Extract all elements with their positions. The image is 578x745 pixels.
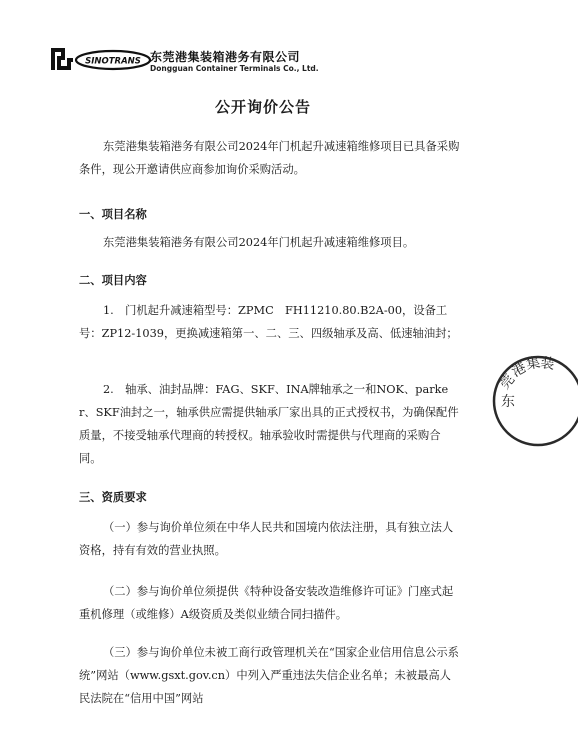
letterhead [50,44,350,76]
company-seal-stamp [488,346,578,456]
section-3-item-3: （三）参与询价单位未被工商行政管理机关在“国家企业信用信息公示系统”网站（www.gsxt.gov.cn）中列入严重违法失信企业名单；未被最高人民法院在“信用中国”网站 [79,646,459,705]
section-3-item-2: （二）参与询价单位须提供《特种设备安装改造维修许可证》门座式起重机修理（或维修）A级资质及类似业绩合同扫描件。 [79,585,454,621]
svg-text:集: 集 [524,354,542,373]
logo-text: SINOTRANS [85,56,141,67]
section-1-body: 东莞港集装箱港务有限公司2024年门机起升减速箱维修项目。 [103,236,415,249]
section-2-item-2: 2. 轴承、油封品牌：FAG、SKF、INA牌轴承之一和NOK、parker、SKF油封之一，轴承供应需提供轴承厂家出具的正式授权书，为确保配件质量，不接受轴承代理商的转授权。轴承验收时需提供与代理商的采购合同。 [79,383,459,465]
svg-text:东: 东 [501,394,515,410]
section-2-item-1: 1. 门机起升减速箱型号：ZPMC FH11210.80.B2A-00，设备工号：ZP12-1039，更换减速箱第一、二、三、四级轴承及高、低速轴油封； [79,304,458,340]
svg-text:装: 装 [539,355,556,373]
section-heading-2: 二、项目内容 [79,274,147,287]
svg-text:莞: 莞 [496,371,519,393]
section-heading-3: 三、资质要求 [79,491,147,504]
page-title: 公开询价公告 [214,98,311,116]
company-name-cn: 东莞港集装箱港务有限公司 [150,50,301,64]
svg-text:港: 港 [509,359,530,381]
section-heading-1: 一、项目名称 [79,208,147,221]
company-name-en: Dongguan Container Terminals Co., Ltd. [150,64,319,73]
company-logo [50,44,150,74]
section-3-item-1: （一）参与询价单位须在中华人民共和国境内依法注册，具有独立法人资格，持有有效的营业执照。 [79,521,454,557]
intro-paragraph: 东莞港集装箱港务有限公司2024年门机起升减速箱维修项目已具备采购条件，现公开邀请供应商参加询价采购活动。 [79,140,460,176]
